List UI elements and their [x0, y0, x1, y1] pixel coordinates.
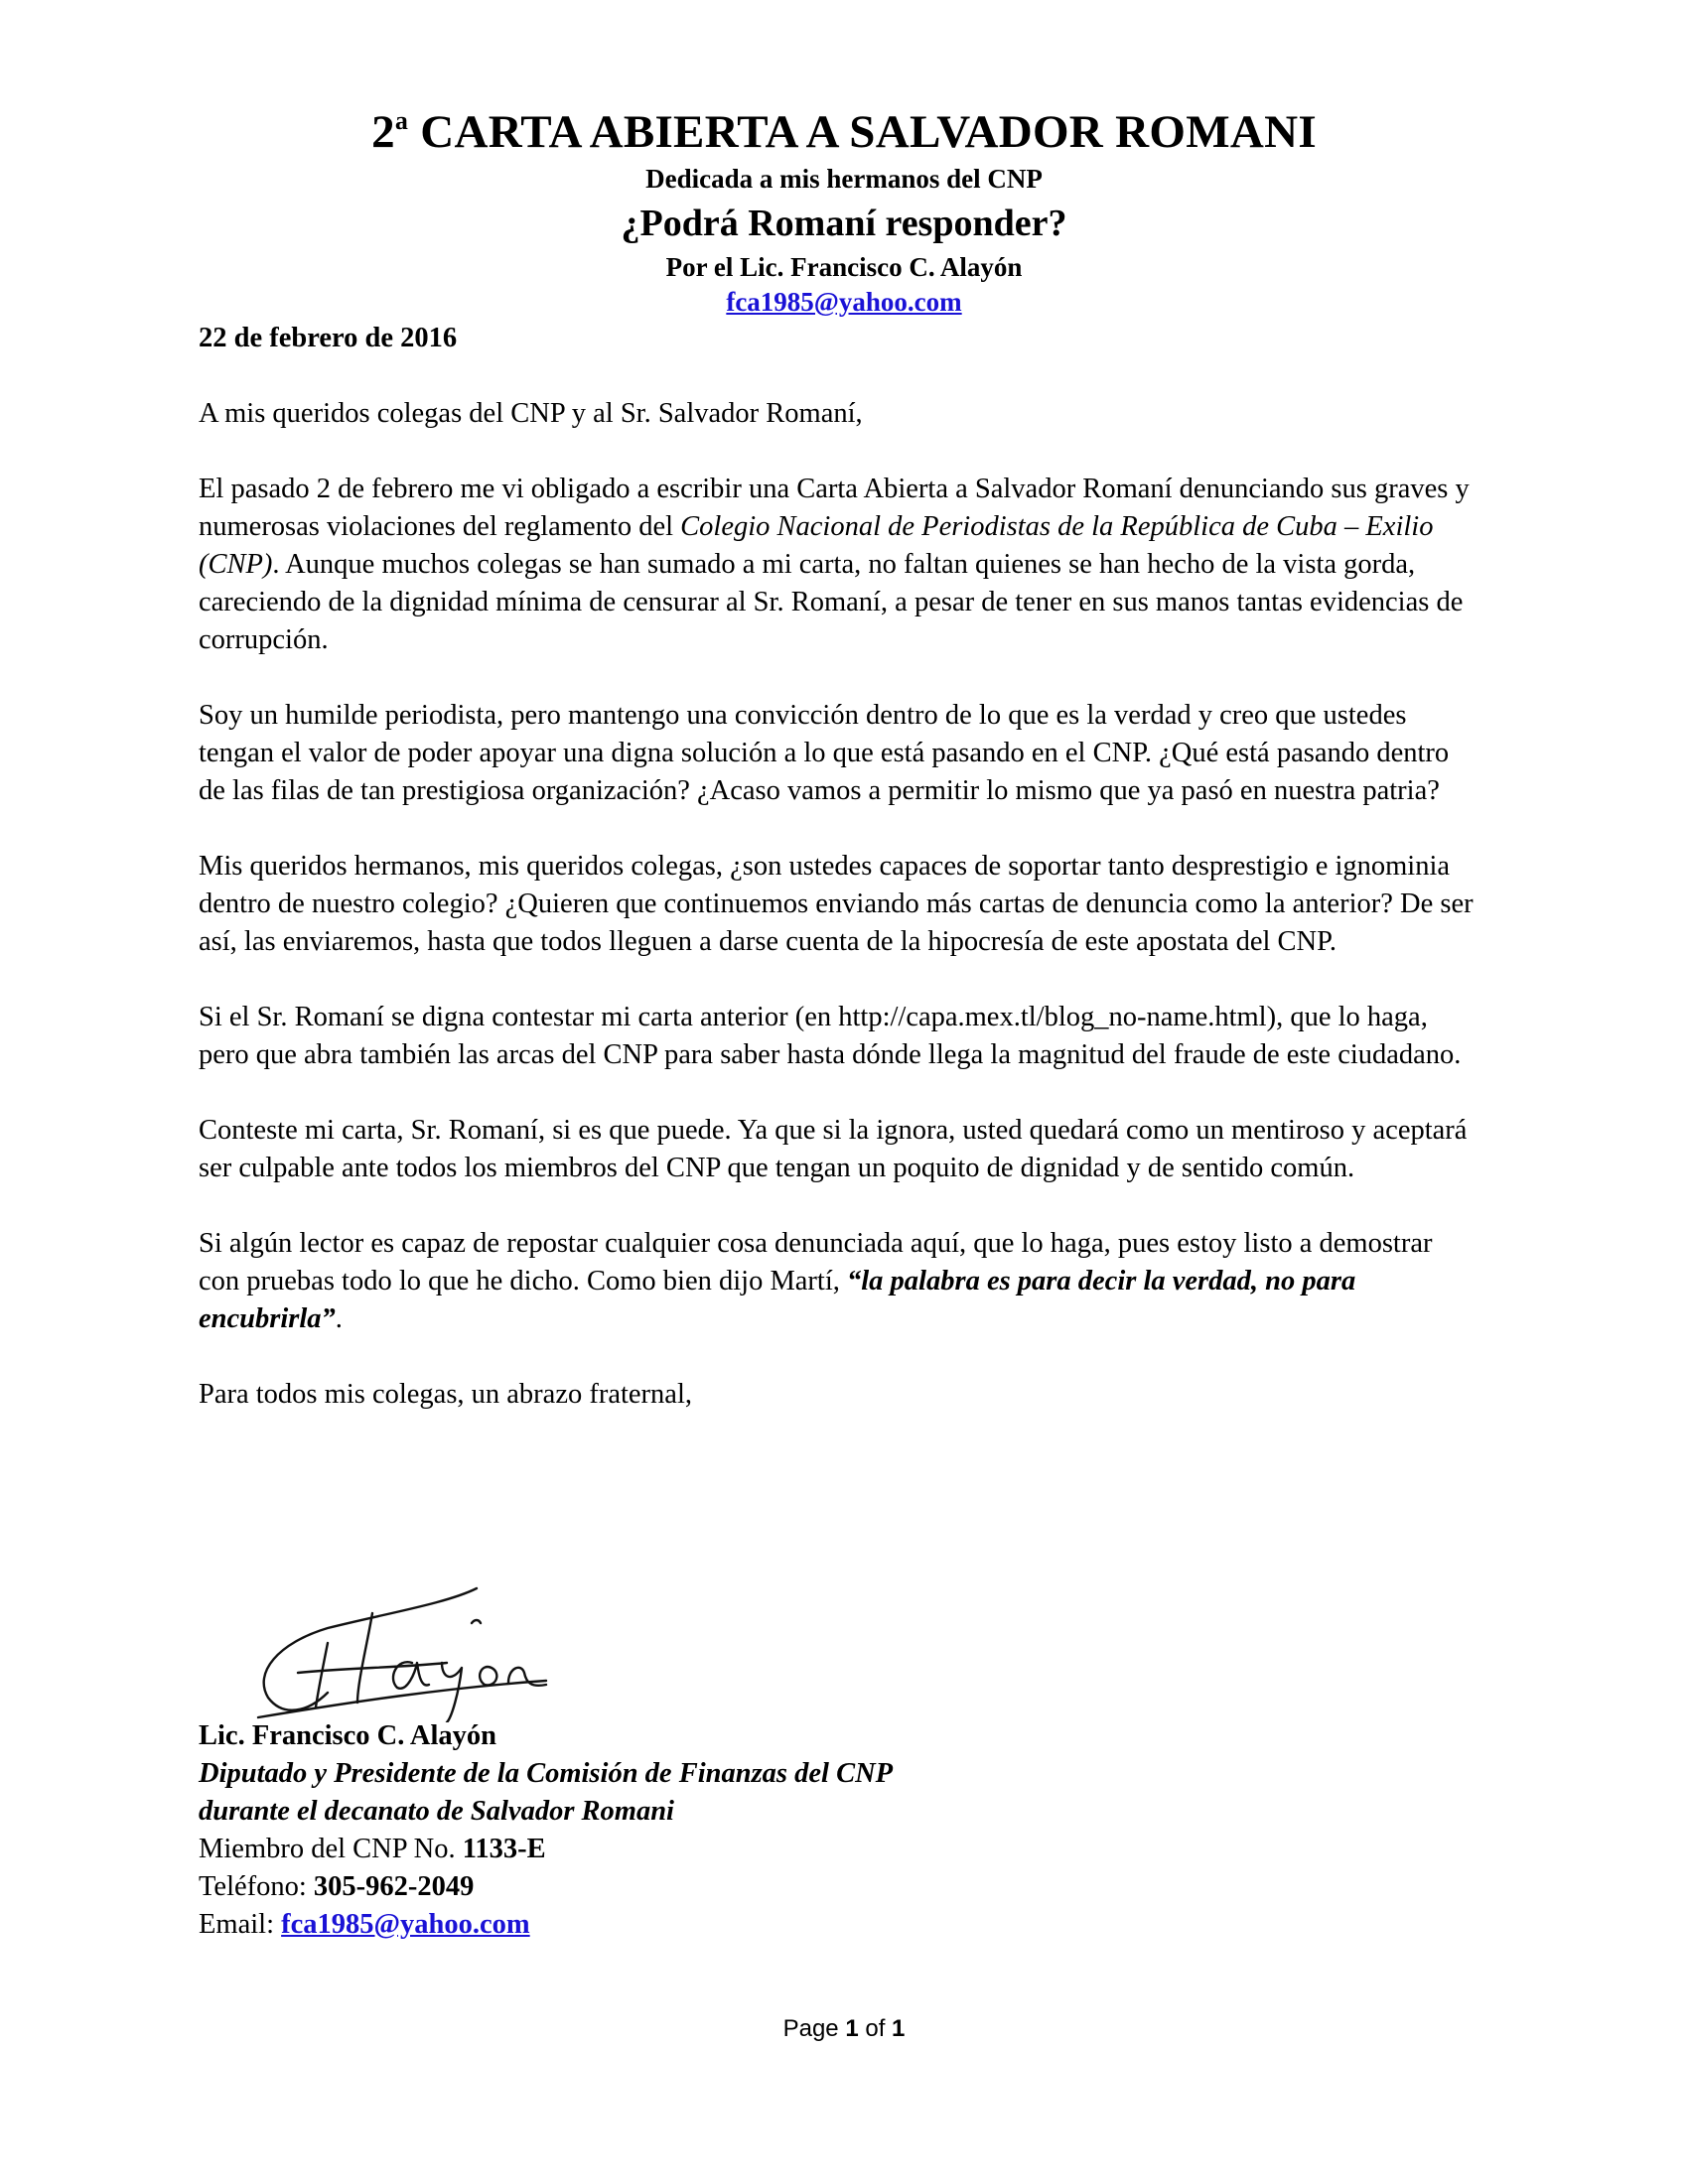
- closing-line: Para todos mis colegas, un abrazo fraternal,: [199, 1379, 692, 1410]
- signer-name: Lic. Francisco C. Alayón: [199, 1720, 497, 1751]
- member-label: Miembro del CNP No.: [199, 1834, 463, 1864]
- page-footer: [0, 2015, 1688, 2043]
- phone-line: [199, 1868, 893, 1906]
- current-page: 1: [845, 2015, 859, 2042]
- paragraph-2: Soy un humilde periodista, pero mantengo una convicción dentro de lo que es la verdad y creo que ustedes tengan el valor de poder apoyar una digna solución a lo que está pasando en el CNP. ¿Qué está pasando dentro de las filas de tan prestigiosa organización? ¿Acaso vamos a permitir lo mismo que ya pasó en nuestra patria?: [199, 700, 1450, 806]
- title-ordinal: a: [394, 106, 409, 135]
- email-line: [199, 1906, 893, 1944]
- title-text: CARTA ABIERTA A SALVADOR ROMANI: [408, 106, 1317, 158]
- letter-body: [199, 320, 1479, 1414]
- handwritten-signature: [248, 1573, 665, 1722]
- signature-block: [199, 1717, 893, 1944]
- paragraph-1: [199, 471, 1479, 659]
- letter-header: [0, 104, 1688, 319]
- paragraph-4: Si el Sr. Romaní se digna contestar mi carta anterior (en http://capa.mex.tl/blog_no-name.html), que lo haga, pero que abra también las arcas del CNP para saber hasta dónde llega la magnitud del fraude de este ciudadano.: [199, 1002, 1462, 1070]
- title-number: 2: [371, 106, 395, 158]
- of-label: of: [858, 2015, 893, 2042]
- organization-name: Colegio Nacional de Periodistas de la República de Cuba – Exilio (CNP): [199, 511, 1434, 580]
- subtitle: ¿Podrá Romaní responder?: [621, 203, 1067, 244]
- phone-number: 305-962-2049: [313, 1871, 475, 1902]
- salutation: A mis queridos colegas del CNP y al Sr. Salvador Romaní,: [199, 398, 863, 429]
- header-email-link[interactable]: fca1985@yahoo.com: [726, 287, 962, 317]
- member-number: 1133-E: [462, 1834, 546, 1864]
- paragraph-3: Mis queridos hermanos, mis queridos colegas, ¿son ustedes capaces de soportar tanto desprestigio e ignominia dentro de nuestro colegio? ¿Quieren que continuemos enviando más cartas de denuncia como la anterior? De ser así, las enviaremos, hasta que todos lleguen a darse cuenta de la hipocresía de este apostata del CNP.: [199, 851, 1474, 957]
- phone-label: Teléfono:: [199, 1871, 314, 1902]
- marti-quote: “la palabra es para decir la verdad, no para encubrirla”: [199, 1266, 1356, 1334]
- letter-date: 22 de febrero de 2016: [199, 323, 458, 353]
- paragraph-1-text: El pasado 2 de febrero me vi obligado a escribir una Carta Abierta a Salvador Romaní denunciando sus graves y numerosas violaciones del reglamento del: [199, 474, 1470, 542]
- paragraph-6: [199, 1225, 1479, 1338]
- member-number-line: [199, 1831, 893, 1868]
- letter-title: [0, 104, 1688, 160]
- paragraph-6-text-end: .: [335, 1303, 343, 1334]
- paragraph-5: Conteste mi carta, Sr. Romaní, si es que puede. Ya que si la ignora, usted quedará como un mentiroso y aceptará ser culpable ante todos los miembros del CNP que tengan un poquito de dignidad y de sentido común.: [199, 1115, 1468, 1183]
- page-label: Page: [782, 2015, 846, 2042]
- signature-email-link[interactable]: fca1985@yahoo.com: [281, 1909, 530, 1940]
- dedication: Dedicada a mis hermanos del CNP: [645, 164, 1043, 194]
- byline: Por el Lic. Francisco C. Alayón: [665, 252, 1023, 282]
- signer-role-line-1: Diputado y Presidente de la Comisión de Finanzas del CNP: [199, 1758, 894, 1789]
- paragraph-1-text-end: . Aunque muchos colegas se han sumado a mi carta, no faltan quienes se han hecho de la vista gorda, careciendo de la dignidad mínima de censurar al Sr. Romaní, a pesar de tener en sus manos tantas evidencias de corrupción.: [199, 549, 1464, 655]
- signer-role-line-2: durante el decanato de Salvador Romani: [199, 1796, 674, 1827]
- email-label: Email:: [199, 1909, 282, 1940]
- total-pages: 1: [892, 2015, 906, 2042]
- paragraph-6-text: Si algún lector es capaz de repostar cualquier cosa denunciada aquí, que lo haga, pues estoy listo a demostrar con pruebas todo lo que he dicho. Como bien dijo Martí,: [199, 1228, 1433, 1297]
